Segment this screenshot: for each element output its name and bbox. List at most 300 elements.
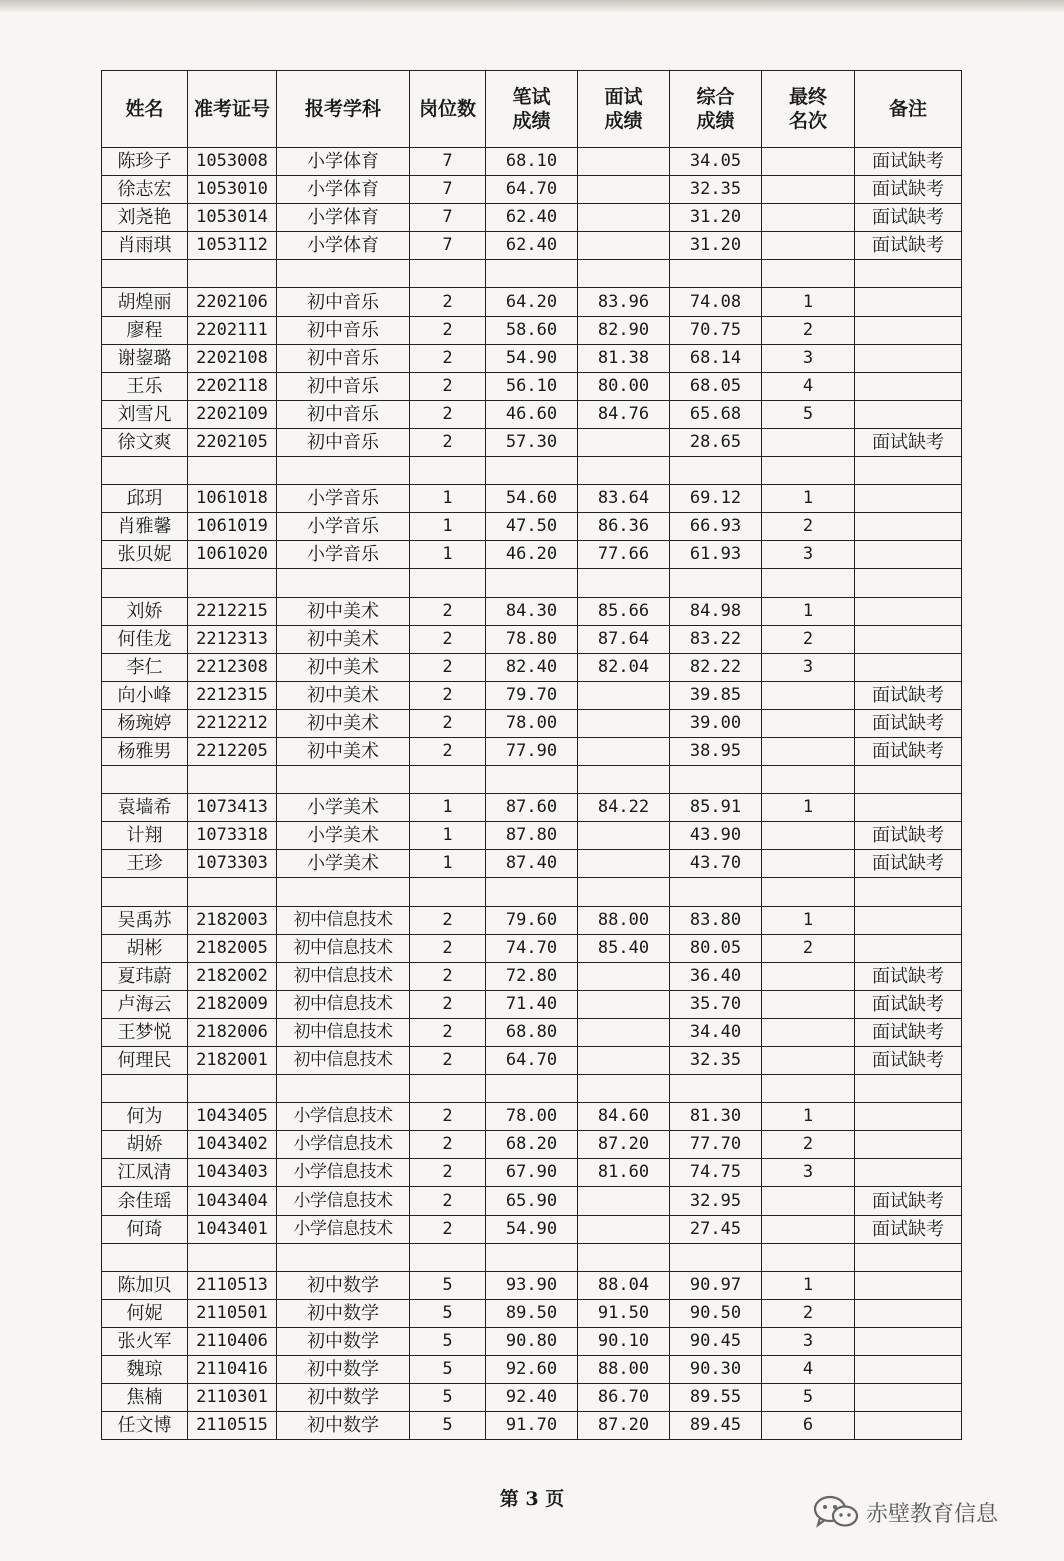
cell-remark [855, 1131, 962, 1159]
cell-exam-id: 1053010 [188, 176, 277, 204]
cell-subject: 小学音乐 [277, 541, 410, 569]
cell-positions: 2 [410, 737, 486, 765]
cell-total: 68.14 [670, 344, 762, 372]
cell-remark [855, 597, 962, 625]
cell-name: 李仁 [102, 653, 188, 681]
cell-remark: 面试缺考 [855, 990, 962, 1018]
cell-written: 64.20 [486, 288, 578, 316]
cell-rank [762, 176, 855, 204]
group-separator-row [102, 878, 962, 906]
cell-total: 90.50 [670, 1299, 762, 1327]
cell-rank [762, 204, 855, 232]
cell-total: 36.40 [670, 962, 762, 990]
cell-name: 刘尧艳 [102, 204, 188, 232]
empty-cell [578, 569, 670, 597]
table-row [102, 316, 962, 344]
cell-positions: 5 [410, 1327, 486, 1355]
empty-cell [188, 1243, 277, 1271]
group-separator-row [102, 457, 962, 485]
cell-rank [762, 850, 855, 878]
cell-total: 43.70 [670, 850, 762, 878]
cell-rank: 6 [762, 1412, 855, 1440]
cell-name: 计翔 [102, 822, 188, 850]
cell-positions: 1 [410, 513, 486, 541]
cell-name: 向小峰 [102, 681, 188, 709]
cell-total: 74.08 [670, 288, 762, 316]
cell-exam-id: 1061018 [188, 485, 277, 513]
cell-positions: 1 [410, 822, 486, 850]
cell-positions: 5 [410, 1299, 486, 1327]
cell-interview: 84.76 [578, 400, 670, 428]
cell-subject: 小学美术 [277, 794, 410, 822]
cell-written: 79.60 [486, 906, 578, 934]
cell-name: 夏玮蔚 [102, 962, 188, 990]
table-header-row [102, 71, 962, 148]
cell-name: 胡娇 [102, 1131, 188, 1159]
table-row [102, 653, 962, 681]
cell-exam-id: 1053014 [188, 204, 277, 232]
cell-positions: 1 [410, 541, 486, 569]
cell-exam-id: 2182009 [188, 990, 277, 1018]
cell-total: 81.30 [670, 1103, 762, 1131]
cell-written: 68.20 [486, 1131, 578, 1159]
cell-subject: 初中数学 [277, 1412, 410, 1440]
cell-interview: 91.50 [578, 1299, 670, 1327]
empty-cell [277, 1075, 410, 1103]
cell-positions: 2 [410, 1159, 486, 1187]
empty-cell [578, 1075, 670, 1103]
table-row [102, 709, 962, 737]
cell-total: 31.20 [670, 204, 762, 232]
empty-cell [486, 457, 578, 485]
page-number: 第 3 页 [499, 1488, 565, 1510]
cell-rank: 1 [762, 1103, 855, 1131]
cell-remark: 面试缺考 [855, 1215, 962, 1243]
cell-name: 焦楠 [102, 1384, 188, 1412]
cell-subject: 小学信息技术 [277, 1131, 410, 1159]
cell-rank [762, 737, 855, 765]
empty-cell [188, 1075, 277, 1103]
cell-exam-id: 2110501 [188, 1299, 277, 1327]
cell-interview [578, 1047, 670, 1075]
cell-exam-id: 2182006 [188, 1018, 277, 1046]
empty-cell [762, 1075, 855, 1103]
cell-subject: 小学音乐 [277, 513, 410, 541]
cell-total: 32.95 [670, 1187, 762, 1215]
cell-remark [855, 288, 962, 316]
empty-cell [486, 569, 578, 597]
empty-cell [102, 457, 188, 485]
cell-subject: 初中信息技术 [277, 990, 410, 1018]
empty-cell [277, 569, 410, 597]
cell-remark: 面试缺考 [855, 850, 962, 878]
table-row [102, 428, 962, 456]
cell-rank: 3 [762, 1327, 855, 1355]
cell-total: 90.97 [670, 1271, 762, 1299]
cell-rank: 5 [762, 1384, 855, 1412]
cell-positions: 5 [410, 1412, 486, 1440]
cell-interview: 90.10 [578, 1327, 670, 1355]
cell-subject: 小学美术 [277, 822, 410, 850]
score-table [101, 70, 962, 1440]
empty-cell [410, 766, 486, 794]
cell-exam-id: 1053112 [188, 232, 277, 260]
cell-written: 77.90 [486, 737, 578, 765]
cell-subject: 初中数学 [277, 1356, 410, 1384]
cell-exam-id: 1043403 [188, 1159, 277, 1187]
cell-rank: 4 [762, 372, 855, 400]
cell-written: 71.40 [486, 990, 578, 1018]
cell-rank: 2 [762, 625, 855, 653]
cell-total: 85.91 [670, 794, 762, 822]
cell-interview: 87.20 [578, 1131, 670, 1159]
cell-remark [855, 485, 962, 513]
cell-subject: 小学信息技术 [277, 1159, 410, 1187]
cell-written: 46.60 [486, 400, 578, 428]
cell-interview [578, 709, 670, 737]
cell-total: 68.05 [670, 372, 762, 400]
cell-remark: 面试缺考 [855, 681, 962, 709]
cell-subject: 初中音乐 [277, 400, 410, 428]
cell-subject: 初中信息技术 [277, 906, 410, 934]
cell-positions: 7 [410, 204, 486, 232]
cell-name: 徐志宏 [102, 176, 188, 204]
cell-positions: 1 [410, 794, 486, 822]
table-row [102, 541, 962, 569]
cell-exam-id: 2202106 [188, 288, 277, 316]
table-row [102, 962, 962, 990]
table-row [102, 372, 962, 400]
cell-name: 何妮 [102, 1299, 188, 1327]
cell-exam-id: 2110406 [188, 1327, 277, 1355]
empty-cell [277, 457, 410, 485]
cell-subject: 初中信息技术 [277, 962, 410, 990]
empty-cell [855, 1075, 962, 1103]
cell-interview: 86.36 [578, 513, 670, 541]
cell-interview [578, 822, 670, 850]
cell-rank: 1 [762, 288, 855, 316]
cell-subject: 小学体育 [277, 204, 410, 232]
cell-subject: 初中音乐 [277, 428, 410, 456]
cell-remark [855, 1327, 962, 1355]
cell-remark [855, 372, 962, 400]
cell-positions: 1 [410, 850, 486, 878]
empty-cell [578, 878, 670, 906]
group-separator-row [102, 766, 962, 794]
cell-remark: 面试缺考 [855, 148, 962, 176]
cell-subject: 初中美术 [277, 737, 410, 765]
cell-remark [855, 653, 962, 681]
cell-name: 胡彬 [102, 934, 188, 962]
cell-rank: 1 [762, 906, 855, 934]
header-subject: 报考学科 [277, 71, 410, 148]
empty-cell [578, 260, 670, 288]
cell-written: 78.00 [486, 1103, 578, 1131]
empty-cell [855, 260, 962, 288]
cell-total: 34.40 [670, 1018, 762, 1046]
cell-exam-id: 2182003 [188, 906, 277, 934]
cell-interview: 77.66 [578, 541, 670, 569]
cell-name: 吴禹苏 [102, 906, 188, 934]
cell-subject: 初中美术 [277, 625, 410, 653]
cell-positions: 5 [410, 1356, 486, 1384]
cell-total: 28.65 [670, 428, 762, 456]
cell-exam-id: 2110301 [188, 1384, 277, 1412]
cell-written: 87.60 [486, 794, 578, 822]
cell-remark [855, 541, 962, 569]
cell-name: 何琦 [102, 1215, 188, 1243]
cell-interview [578, 737, 670, 765]
cell-interview: 81.38 [578, 344, 670, 372]
cell-total: 90.30 [670, 1356, 762, 1384]
cell-exam-id: 1043402 [188, 1131, 277, 1159]
empty-cell [762, 457, 855, 485]
empty-cell [277, 878, 410, 906]
cell-exam-id: 2212308 [188, 653, 277, 681]
cell-interview [578, 204, 670, 232]
table-row [102, 1215, 962, 1243]
empty-cell [102, 1243, 188, 1271]
cell-rank [762, 428, 855, 456]
cell-remark [855, 1356, 962, 1384]
empty-cell [277, 260, 410, 288]
header-written-score: 笔试成绩 [486, 71, 578, 148]
cell-rank: 2 [762, 934, 855, 962]
cell-rank [762, 1215, 855, 1243]
cell-interview [578, 1215, 670, 1243]
empty-cell [578, 1243, 670, 1271]
empty-cell [486, 1075, 578, 1103]
cell-exam-id: 2202105 [188, 428, 277, 456]
empty-cell [670, 1075, 762, 1103]
empty-cell [486, 260, 578, 288]
cell-written: 68.10 [486, 148, 578, 176]
cell-written: 64.70 [486, 176, 578, 204]
cell-positions: 2 [410, 316, 486, 344]
cell-exam-id: 1061019 [188, 513, 277, 541]
cell-positions: 5 [410, 1271, 486, 1299]
cell-total: 80.05 [670, 934, 762, 962]
table-row [102, 625, 962, 653]
empty-cell [102, 878, 188, 906]
cell-exam-id: 2212205 [188, 737, 277, 765]
cell-total: 69.12 [670, 485, 762, 513]
cell-subject: 初中音乐 [277, 288, 410, 316]
empty-cell [855, 1243, 962, 1271]
empty-cell [410, 1075, 486, 1103]
cell-written: 54.90 [486, 1215, 578, 1243]
cell-total: 74.75 [670, 1159, 762, 1187]
cell-name: 廖程 [102, 316, 188, 344]
cell-exam-id: 1043404 [188, 1187, 277, 1215]
cell-rank: 2 [762, 1299, 855, 1327]
table-row [102, 485, 962, 513]
cell-total: 77.70 [670, 1131, 762, 1159]
empty-cell [102, 1075, 188, 1103]
cell-subject: 初中美术 [277, 597, 410, 625]
cell-written: 93.90 [486, 1271, 578, 1299]
cell-positions: 2 [410, 400, 486, 428]
empty-cell [410, 457, 486, 485]
cell-subject: 初中信息技术 [277, 1047, 410, 1075]
empty-cell [277, 1243, 410, 1271]
cell-written: 84.30 [486, 597, 578, 625]
table-row [102, 1047, 962, 1075]
cell-remark [855, 1159, 962, 1187]
cell-name: 肖雨琪 [102, 232, 188, 260]
cell-rank: 1 [762, 1271, 855, 1299]
cell-name: 张火军 [102, 1327, 188, 1355]
cell-interview [578, 232, 670, 260]
table-row [102, 1412, 962, 1440]
cell-name: 任文博 [102, 1412, 188, 1440]
cell-subject: 初中数学 [277, 1299, 410, 1327]
cell-written: 67.90 [486, 1159, 578, 1187]
cell-interview: 81.60 [578, 1159, 670, 1187]
cell-subject: 初中音乐 [277, 344, 410, 372]
table-row [102, 1103, 962, 1131]
cell-written: 91.70 [486, 1412, 578, 1440]
empty-cell [855, 878, 962, 906]
cell-name: 余佳瑶 [102, 1187, 188, 1215]
cell-name: 王梦悦 [102, 1018, 188, 1046]
cell-name: 陈珍子 [102, 148, 188, 176]
group-separator-row [102, 1243, 962, 1271]
empty-cell [102, 569, 188, 597]
cell-subject: 初中美术 [277, 653, 410, 681]
cell-rank [762, 1047, 855, 1075]
cell-name: 魏琼 [102, 1356, 188, 1384]
empty-cell [578, 457, 670, 485]
cell-name: 刘娇 [102, 597, 188, 625]
table-row [102, 1356, 962, 1384]
cell-subject: 初中数学 [277, 1271, 410, 1299]
cell-rank: 1 [762, 597, 855, 625]
table-row [102, 1299, 962, 1327]
table-row [102, 1271, 962, 1299]
cell-interview: 85.40 [578, 934, 670, 962]
empty-cell [762, 766, 855, 794]
cell-exam-id: 1061020 [188, 541, 277, 569]
cell-interview: 80.00 [578, 372, 670, 400]
cell-name: 王珍 [102, 850, 188, 878]
cell-exam-id: 2202109 [188, 400, 277, 428]
header-total-score: 综合成绩 [670, 71, 762, 148]
cell-interview: 87.20 [578, 1412, 670, 1440]
cell-exam-id: 2182001 [188, 1047, 277, 1075]
cell-total: 90.45 [670, 1327, 762, 1355]
cell-rank: 1 [762, 485, 855, 513]
cell-rank: 4 [762, 1356, 855, 1384]
cell-rank: 3 [762, 653, 855, 681]
cell-remark: 面试缺考 [855, 1047, 962, 1075]
cell-interview [578, 681, 670, 709]
cell-written: 74.70 [486, 934, 578, 962]
table-row [102, 176, 962, 204]
cell-written: 46.20 [486, 541, 578, 569]
cell-total: 70.75 [670, 316, 762, 344]
cell-written: 62.40 [486, 204, 578, 232]
cell-interview [578, 428, 670, 456]
cell-written: 62.40 [486, 232, 578, 260]
header-interview-score: 面试成绩 [578, 71, 670, 148]
group-separator-row [102, 260, 962, 288]
cell-total: 89.55 [670, 1384, 762, 1412]
cell-remark: 面试缺考 [855, 232, 962, 260]
cell-name: 张贝妮 [102, 541, 188, 569]
cell-name: 陈加贝 [102, 1271, 188, 1299]
empty-cell [670, 878, 762, 906]
cell-total: 66.93 [670, 513, 762, 541]
header-name: 姓名 [102, 71, 188, 148]
empty-cell [486, 766, 578, 794]
cell-positions: 2 [410, 1103, 486, 1131]
cell-total: 27.45 [670, 1215, 762, 1243]
cell-remark [855, 1412, 962, 1440]
cell-interview: 88.04 [578, 1271, 670, 1299]
header-remark: 备注 [855, 71, 962, 148]
cell-subject: 初中音乐 [277, 316, 410, 344]
empty-cell [410, 260, 486, 288]
cell-positions: 2 [410, 1131, 486, 1159]
cell-rank: 5 [762, 400, 855, 428]
cell-positions: 2 [410, 1018, 486, 1046]
cell-positions: 2 [410, 934, 486, 962]
cell-exam-id: 2182005 [188, 934, 277, 962]
cell-exam-id: 2110515 [188, 1412, 277, 1440]
table-row [102, 681, 962, 709]
cell-exam-id: 1073413 [188, 794, 277, 822]
cell-rank [762, 1187, 855, 1215]
table-row [102, 513, 962, 541]
cell-remark [855, 316, 962, 344]
empty-cell [762, 260, 855, 288]
cell-subject: 小学体育 [277, 148, 410, 176]
cell-total: 34.05 [670, 148, 762, 176]
cell-interview: 88.00 [578, 1356, 670, 1384]
cell-exam-id: 2110416 [188, 1356, 277, 1384]
cell-written: 78.00 [486, 709, 578, 737]
cell-name: 肖雅馨 [102, 513, 188, 541]
cell-interview: 84.22 [578, 794, 670, 822]
empty-cell [410, 569, 486, 597]
table-row [102, 204, 962, 232]
cell-subject: 小学信息技术 [277, 1103, 410, 1131]
cell-name: 徐文爽 [102, 428, 188, 456]
cell-remark [855, 1103, 962, 1131]
table-row [102, 990, 962, 1018]
cell-remark: 面试缺考 [855, 204, 962, 232]
cell-written: 72.80 [486, 962, 578, 990]
cell-remark [855, 934, 962, 962]
cell-positions: 7 [410, 232, 486, 260]
cell-name: 杨雅男 [102, 737, 188, 765]
cell-remark: 面试缺考 [855, 428, 962, 456]
cell-subject: 小学体育 [277, 176, 410, 204]
cell-written: 82.40 [486, 653, 578, 681]
cell-subject: 初中信息技术 [277, 934, 410, 962]
cell-written: 90.80 [486, 1327, 578, 1355]
table-row [102, 822, 962, 850]
cell-name: 何理民 [102, 1047, 188, 1075]
cell-name: 袁墙希 [102, 794, 188, 822]
cell-rank: 3 [762, 1159, 855, 1187]
cell-name: 何佳龙 [102, 625, 188, 653]
cell-interview [578, 850, 670, 878]
cell-positions: 2 [410, 962, 486, 990]
cell-remark: 面试缺考 [855, 962, 962, 990]
cell-total: 43.90 [670, 822, 762, 850]
